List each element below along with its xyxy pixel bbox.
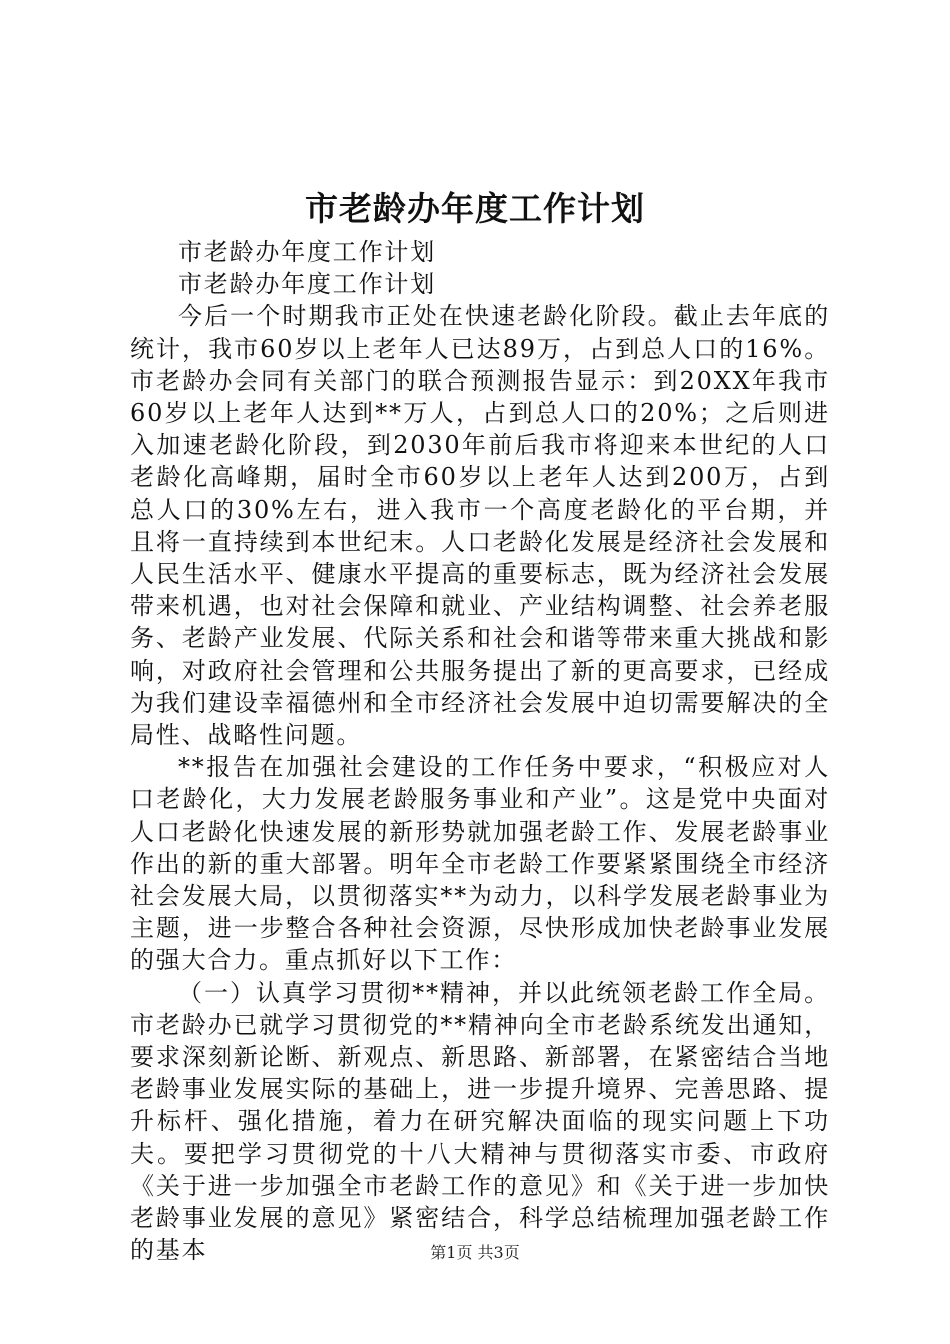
page-footer: 第1页 共3页	[430, 1243, 520, 1262]
paragraph: 今后一个时期我市正处在快速老龄化阶段。截止去年底的统计，我市60岁以上老年人已达89万，占到总人口的16%。市老龄办会同有关部门的联合预测报告显示：到20XX年我市60岁以上老年人达到**万人，占到总人口的20%；之后则进入加速老龄化阶段，到2030年前后我市将迎来本世纪的人口老龄化高峰期，届时全市60岁以上老年人达到200万，占到总人口的30%左右，进入我市一个高度老龄化的平台期，并且将一直持续到本世纪末。人口老龄化发展是经济社会发展和人民生活水平、健康水平提高的重要标志，既为经济社会发展带来机遇，也对社会保障和就业、产业结构调整、社会养老服务、老龄产业发展、代际关系和社会和谐等带来重大挑战和影响，对政府社会管理和公共服务提出了新的更高要求，已经成为我们建设幸福德州和全市经济社会发展中迫切需要解决的全局性、战略性问题。	[130, 302, 830, 750]
paragraph: **报告在加强社会建设的工作任务中要求，“积极应对人口老龄化，大力发展老龄服务事业和产业”。这是党中央面对人口老龄化快速发展的新形势就加强老龄工作、发展老龄事业作出的新的重大部署。明年全市老龄工作要紧紧围绕全市经济社会发展大局，以贯彻落实**为动力，以科学发展老龄事业为主题，进一步整合各种社会资源，尽快形成加快老龄事业发展的强大合力。重点抓好以下工作：	[130, 753, 830, 975]
paragraph: 市老龄办年度工作计划	[178, 238, 436, 266]
document-body	[130, 236, 830, 1267]
document-title: 市老龄办年度工作计划	[305, 189, 645, 228]
paragraph: 市老龄办年度工作计划	[178, 270, 436, 299]
paragraph: （一）认真学习贯彻**精神，并以此统领老龄工作全局。市老龄办已就学习贯彻党的**精神向全市老龄系统发出通知，要求深刻新论断、新观点、新思路、新部署，在紧密结合当地老龄事业发展实际的基础上，进一步提升境界、完善思路、提升标杆、强化措施，着力在研究解决面临的现实问题上下功夫。要把学习贯彻党的十八大精神与贯彻落实市委、市政府《关于进一步加强全市老龄工作的意见》和《关于进一步加快老龄事业发展的意见》紧密结合，科学总结梳理加强老龄工作的基本	[130, 978, 830, 1265]
